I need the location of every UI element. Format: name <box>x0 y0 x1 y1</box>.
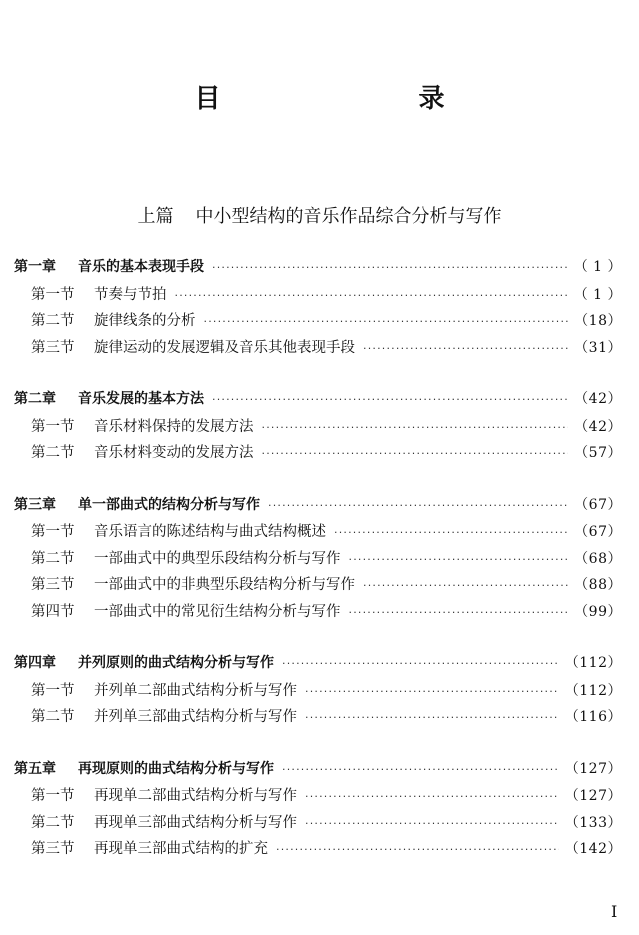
section-number: 第一节 <box>31 418 75 435</box>
section-title: 一部曲式中的典型乐段结构分析与写作 <box>94 550 341 567</box>
chapter-page: （127） <box>564 760 622 777</box>
section-page: （67） <box>574 524 622 540</box>
chapter-block <box>14 256 622 362</box>
section-title: 节奏与节拍 <box>94 286 167 303</box>
table-of-contents <box>14 256 622 890</box>
section-entry[interactable] <box>14 600 622 627</box>
dot-leader <box>262 421 569 434</box>
dot-leader <box>282 763 559 776</box>
section-entry[interactable] <box>14 441 622 468</box>
section-title: 再现单二部曲式结构分析与写作 <box>94 788 297 804</box>
dot-leader <box>212 261 568 274</box>
section-entry[interactable] <box>14 415 622 442</box>
chapter-title: 音乐发展的基本方法 <box>78 391 204 407</box>
dot-leader <box>204 315 569 328</box>
section-page: （142） <box>564 841 622 857</box>
dot-leader <box>282 657 559 670</box>
dot-leader <box>262 447 569 460</box>
chapter-page: （ 1 ） <box>573 259 622 275</box>
section-page: （99） <box>574 603 622 620</box>
section-page: （116） <box>564 709 622 725</box>
dot-leader <box>349 553 569 566</box>
section-page: （31） <box>574 339 622 356</box>
section-entry[interactable] <box>14 784 622 811</box>
part-heading <box>0 202 639 228</box>
section-number: 第三节 <box>31 339 75 356</box>
section-title: 旋律运动的发展逻辑及音乐其他表现手段 <box>94 339 355 356</box>
chapter-title: 并列原则的曲式结构分析与写作 <box>78 655 274 671</box>
chapter-entry[interactable] <box>14 652 622 679</box>
section-entry[interactable] <box>14 283 622 310</box>
section-page: （112） <box>564 682 622 699</box>
part-label: 上篇 <box>137 206 174 227</box>
section-entry[interactable] <box>14 679 622 706</box>
section-entry[interactable] <box>14 705 622 732</box>
section-number: 第三节 <box>31 841 75 857</box>
section-page: （ 1 ） <box>573 286 622 303</box>
chapter-entry[interactable] <box>14 388 622 415</box>
page-title: 目 录 <box>194 84 531 114</box>
chapter-block <box>14 494 622 627</box>
section-number: 第一节 <box>31 286 75 303</box>
section-number: 第一节 <box>31 682 75 699</box>
section-number: 第二节 <box>31 313 75 329</box>
dot-leader <box>305 790 559 803</box>
chapter-entry[interactable] <box>14 758 622 785</box>
section-number: 第二节 <box>31 709 75 725</box>
dot-leader <box>305 817 559 830</box>
chapter-block <box>14 652 622 732</box>
dot-leader <box>305 685 559 698</box>
chapter-title: 再现原则的曲式结构分析与写作 <box>78 760 274 777</box>
section-entry[interactable] <box>14 336 622 363</box>
chapter-block <box>14 388 622 468</box>
section-number: 第四节 <box>31 603 75 620</box>
section-number: 第一节 <box>31 788 75 804</box>
section-page: （127） <box>564 788 622 804</box>
section-title: 一部曲式中的非典型乐段结构分析与写作 <box>94 577 355 593</box>
chapter-number: 第三章 <box>14 496 56 513</box>
chapter-page: （112） <box>564 655 622 671</box>
chapter-number: 第四章 <box>14 655 56 671</box>
section-title: 音乐材料变动的发展方法 <box>94 445 254 461</box>
chapter-block <box>14 758 622 864</box>
chapter-page: （67） <box>574 496 622 513</box>
section-title: 音乐材料保持的发展方法 <box>94 418 254 435</box>
section-page: （68） <box>574 550 622 567</box>
section-page: （57） <box>574 445 622 461</box>
dot-leader <box>212 393 568 406</box>
dot-leader <box>268 499 568 512</box>
chapter-title: 音乐的基本表现手段 <box>78 259 204 275</box>
section-title: 再现单三部曲式结构分析与写作 <box>94 814 297 831</box>
section-number: 第三节 <box>31 577 75 593</box>
section-title: 音乐语言的陈述结构与曲式结构概述 <box>94 524 326 540</box>
part-title: 中小型结构的音乐作品综合分析与写作 <box>195 206 502 227</box>
section-title: 并列单三部曲式结构分析与写作 <box>94 709 297 725</box>
chapter-entry[interactable] <box>14 494 622 521</box>
chapter-number: 第五章 <box>14 760 56 777</box>
section-title: 一部曲式中的常见衍生结构分析与写作 <box>94 603 341 620</box>
section-page: （133） <box>564 814 622 831</box>
dot-leader <box>363 579 568 592</box>
dot-leader <box>334 526 568 539</box>
section-number: 第二节 <box>31 550 75 567</box>
section-page: （42） <box>574 418 622 435</box>
section-number: 第二节 <box>31 814 75 831</box>
section-title: 并列单二部曲式结构分析与写作 <box>94 682 297 699</box>
chapter-title: 单一部曲式的结构分析与写作 <box>78 496 260 513</box>
section-entry[interactable] <box>14 573 622 600</box>
section-entry[interactable] <box>14 837 622 864</box>
section-title: 旋律线条的分析 <box>94 313 196 329</box>
dot-leader <box>276 843 559 856</box>
dot-leader <box>175 289 568 302</box>
section-entry[interactable] <box>14 811 622 838</box>
section-entry[interactable] <box>14 547 622 574</box>
section-number: 第二节 <box>31 445 75 461</box>
section-title: 再现单三部曲式结构的扩充 <box>94 841 268 857</box>
dot-leader <box>305 711 559 724</box>
section-number: 第一节 <box>31 524 75 540</box>
chapter-number: 第二章 <box>14 391 56 407</box>
section-page: （18） <box>574 313 622 329</box>
chapter-number: 第一章 <box>14 259 56 275</box>
dot-leader <box>349 606 569 619</box>
section-page: （88） <box>574 577 622 593</box>
page-number: I <box>611 902 618 921</box>
chapter-page: （42） <box>574 391 622 407</box>
dot-leader <box>363 342 568 355</box>
section-entry[interactable] <box>14 309 622 336</box>
section-entry[interactable] <box>14 520 622 547</box>
chapter-entry[interactable] <box>14 256 622 283</box>
